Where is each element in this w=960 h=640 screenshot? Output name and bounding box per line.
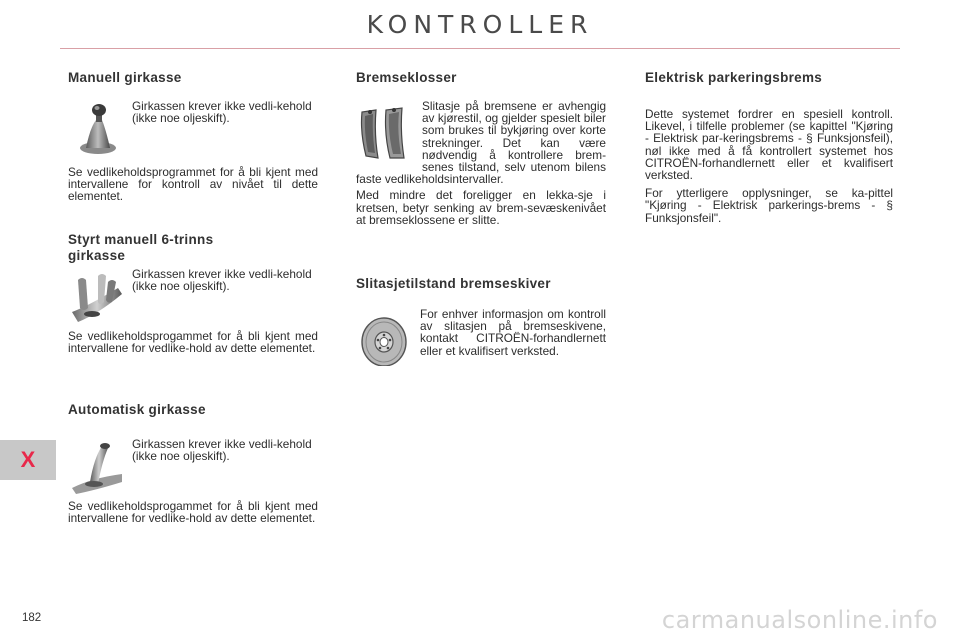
page-title: KONTROLLER — [366, 10, 594, 39]
watermark: carmanualsonline.info — [661, 606, 938, 634]
electric-parking-brake-body-2: For ytterligere opplysninger, se ka-pittel "Kjøring - Elektrisk parkerings-brems - § Funksjonsfeil". — [645, 186, 893, 225]
robot-gearbox-note: Girkassen krever ikke vedli-kehold (ikke noe oljeskift). — [132, 267, 312, 294]
page-number: 182 — [22, 612, 42, 624]
section-title-manual-gearbox: Manuell girkasse — [68, 70, 182, 85]
section-title-brake-discs: Slitasjetilstand bremseskiver — [356, 276, 551, 291]
brake-disc-icon — [356, 308, 414, 366]
manual-gearbox-body: Se vedlikeholdsprogrammet for å bli kjent med intervallene for kontroll av nivået til dette elementet. — [68, 165, 318, 204]
section-manual-gearbox — [68, 70, 318, 203]
title-divider — [60, 48, 900, 49]
brake-pads-body-2: Med mindre det foreligger en lekka-sje i kretsen, betyr senking av brem-sevæskenivået at bremseklossene er slitte. — [356, 188, 606, 227]
section-title-electric-parking-brake: Elektrisk parkeringsbrems — [645, 70, 823, 85]
section-title-automatic-gearbox: Automatisk girkasse — [68, 402, 206, 417]
manual-gearbox-note: Girkassen krever ikke vedli-kehold (ikke noe oljeskift). — [132, 99, 312, 126]
section-title-brake-pads: Bremseklosser — [356, 70, 457, 85]
chapter-tab-label: X — [20, 447, 36, 472]
electric-parking-brake-body: Dette systemet fordrer en spesiell kontroll. Likevel, i tilfelle problemer (se kapittel "Kjøring - Elektrisk par-keringsbrems - § Funksjonsfeil), nøl ikke med å få kontrollert systemet hos CITROËN-forhandlernett eller et kvalifisert verksted. — [645, 107, 893, 183]
section-brake-pads — [356, 70, 606, 226]
brake-pads-body: Slitasje på bremsene er avhengig av kjørestil, og gjelder spesielt biler som brukes til bykjøring over korte strekninger. Det kan være nødvendig å kontrollere brem-senes tilstand, selv utenom bilens faste vedlikeholdsintervaller. — [356, 99, 606, 187]
chapter-tab[interactable] — [0, 440, 56, 480]
automatic-gearbox-body: Se vedlikeholdsprogammet for å bli kjent med intervallene for vedlike-hold av dette elementet. — [68, 499, 318, 526]
manual-gear-lever-icon — [68, 100, 126, 158]
section-automatic-gearbox — [68, 402, 318, 524]
section-title-robot-gearbox-line2: girkasse — [68, 248, 126, 263]
section-brake-discs — [356, 276, 606, 366]
section-robot-gearbox — [68, 232, 318, 354]
automatic-gearbox-note: Girkassen krever ikke vedli-kehold (ikke noe oljeskift). — [132, 437, 312, 464]
brake-discs-note: For enhver informasjon om kontroll av slitasjen på bremseskivene, kontakt CITROËN-forhandlernett eller et kvalifisert verksted. — [420, 307, 606, 358]
automatic-gear-selector-icon — [68, 438, 126, 496]
sequential-gear-lever-icon — [68, 268, 126, 326]
robot-gearbox-body: Se vedlikeholdsprogammet for å bli kjent med intervallene for vedlike-hold av dette elementet. — [68, 329, 318, 356]
brake-pads-icon — [356, 102, 416, 166]
section-title-robot-gearbox-line1: Styrt manuell 6-trinns — [68, 232, 214, 247]
section-electric-parking-brake — [645, 70, 893, 224]
